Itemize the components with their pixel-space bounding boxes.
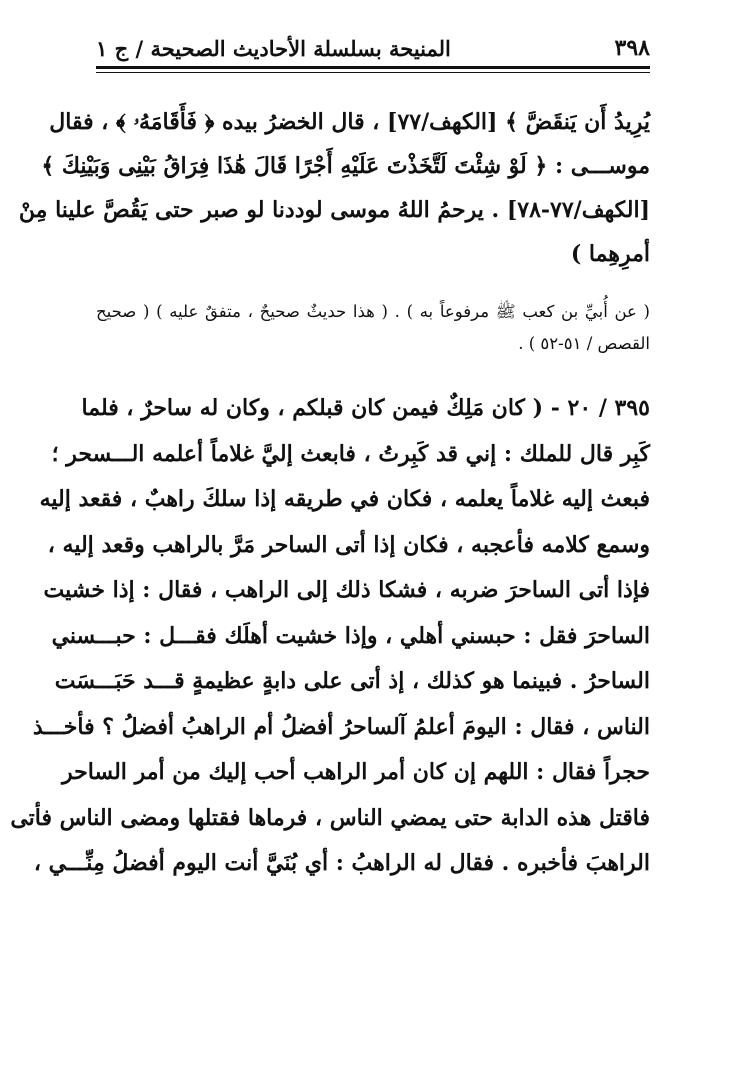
text-line: فاقتل هذه الدابة حتى يمضي الناس ، فرماها فقتلها ومضى الناس فأتى (10, 804, 650, 831)
page-header (96, 30, 650, 66)
text-line: الراهبَ فأخبره . فقال له الراهبُ : أي بُنَيَّ أنت اليوم أفضلُ مِنِّـــي ، (33, 850, 650, 876)
text-line: فإذا أتى الساحرَ ضربه ، فشكا ذلك إلى الراهب ، فقال : إذا خشيت (43, 577, 650, 603)
running-title: المنيحة بسلسلة الأحاديث الصحيحة / ج ١ (96, 35, 451, 61)
text-line: فبعث إليه غلاماً يعلمه ، فكان في طريقه إذا سلكَ راهبٌ ، فقعد إليه (39, 486, 650, 512)
text-line: الساحرَ فقل : حبسني أهلي ، وإذا خشيت أهلَك فقـــل : حبـــسني (51, 622, 650, 649)
text-line: حجراً فقال : اللهم إن كان أمر الراهب أحب إليك من أمر الساحر (62, 759, 650, 785)
text-line: الساحرُ . فبينما هو كذلك ، إذ أتى على دابةٍ عظيمةٍ قـــد حَبَـــسَت (54, 668, 650, 694)
reference-line: ( عن أُبيِّ بن كعب ﷺ مرفوعاً به ) . ( هذا حديثٌ صحيحٌ ، متفقٌ عليه ) ( صحيح (96, 302, 650, 321)
text-line: وسمع كلامه فأعجبه ، فكان إذا أتى الساحر مَرَّ بالراهب وقعد إليه ، (47, 531, 650, 558)
reference-line: القصص / ٥١-٥٢ ) . (518, 334, 650, 353)
text-line: [الكهف/٧٧-٧٨] . يرحمُ اللهُ موسى لوددنا لو صبر حتى يَقُصَّ علينا مِنْ (18, 197, 650, 223)
text-line: ٣٩٥ / ٢٠ - ( كان مَلِكٌ فيمن كان قبلكم ، وكان له ساحرٌ ، فلما (81, 395, 650, 421)
header-rule-thick (96, 66, 650, 69)
hadith-395 (10, 386, 650, 887)
text-line: أمرِهِما ) (570, 241, 650, 267)
header-rule-thin (96, 72, 650, 73)
text-line: الناس ، فقال : اليومَ أعلمُ آلساحرُ أفضلُ أم الراهبُ أفضلُ ؟ فأخـــذ (32, 713, 650, 740)
text-line: كَبِر قال للملك : إني قد كَبِرتُ ، فابعث إليَّ غلاماً أعلمه الـــسحر ؛ (51, 440, 650, 467)
text-line: يُرِيدُ أَن يَنقَضَّ ﴾ [الكهف/٧٧] ، قال الخضرُ بيده ﴿ فَأَقَامَهُۥ ﴾ ، فقال (49, 109, 650, 135)
page-number: ٣٩٨ (614, 35, 650, 61)
text-line: موســـى : ﴿ لَوْ شِئْتَ لَتَّخَذْتَ عَلَيْهِ أَجْرًا قَالَ هَٰذَا فِرَاقُ بَيْنِى وَبَيْنِكَ ﴾ (41, 153, 650, 179)
page-body (10, 100, 650, 887)
hadith-reference (96, 296, 650, 360)
previous-hadith-ending (18, 100, 650, 276)
